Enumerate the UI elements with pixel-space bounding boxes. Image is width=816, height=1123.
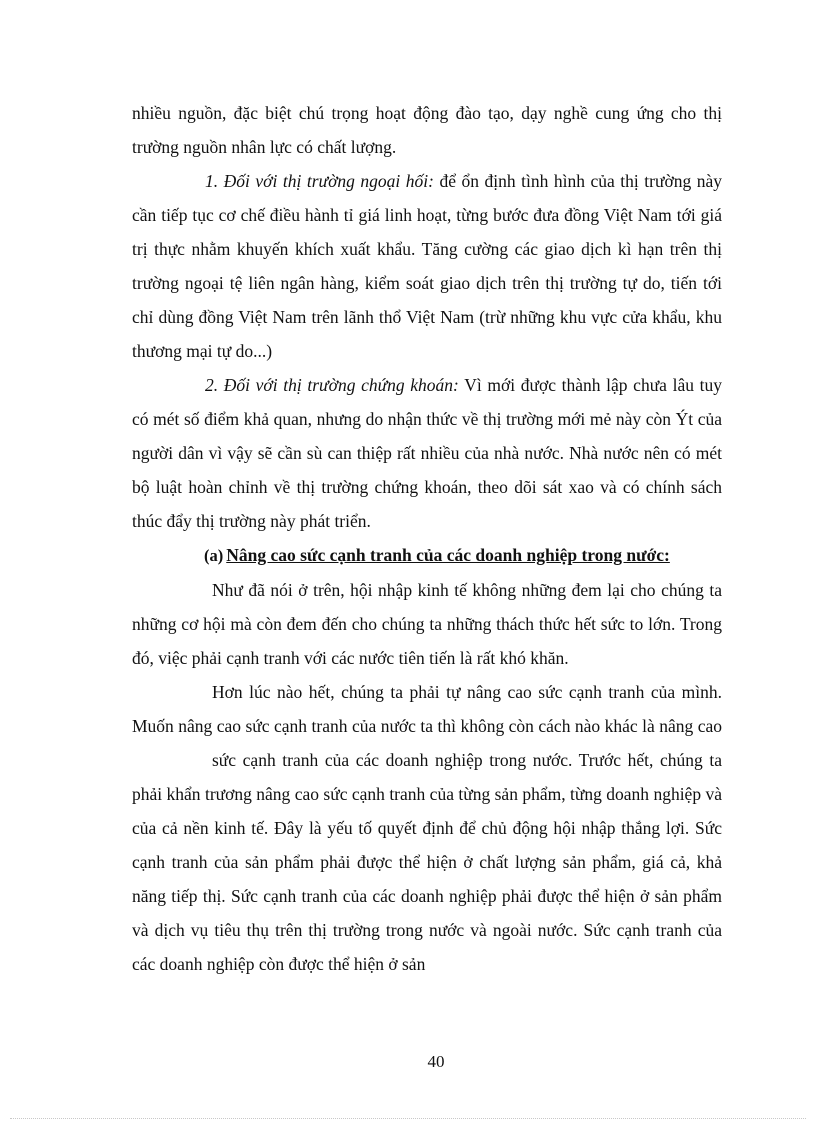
body-text	[132, 96, 722, 981]
stock-label: 2. Đối với thị trường chứng khoán:	[205, 375, 459, 395]
heading-marker: (a)	[204, 546, 224, 565]
forex-label: 1. Đối với thị trường ngoại hối:	[205, 171, 434, 191]
paragraph-continuation: nhiều nguồn, đặc biệt chú trọng hoạt động đào tạo, dạy nghề cung ứng cho thị trường nguồn nhân lực có chất lượng.	[132, 103, 722, 157]
forex-text: để ổn định tình hình của thị trường này cần tiếp tục cơ chế điều hành tỉ giá linh hoạt, từng bước đưa đồng Việt Nam tới giá trị thực nhằm khuyến khích xuất khẩu. Tăng cường các giao dịch kì hạn trên thị trường ngoại tệ liên ngân hàng, kiểm soát giao dịch trên thị trường tự do, tiến tới chỉ dùng đồng Việt Nam trên lãnh thổ Việt Nam (trừ những khu vực cửa khẩu, khu thương mại tự do...)	[132, 171, 722, 361]
paragraph-enterprises: sức cạnh tranh của các doanh nghiệp trong nước. Trước hết, chúng ta phải khẩn trương nâng cao sức cạnh tranh của từng sản phẩm, từng doanh nghiệp và của cả nền kinh tế. Đây là yếu tố quyết định để chủ động hội nhập thắng lợi. Sức cạnh tranh của sản phẩm phải được thể hiện ở chất lượng sản phẩm, giá cả, khả năng tiếp thị. Sức cạnh tranh của các doanh nghiệp phải được thể hiện ở sản phẩm và dịch vụ tiêu thụ trên thị trường trong nước và ngoài nước. Sức cạnh tranh của các doanh nghiệp còn được thể hiện ở sản	[132, 750, 722, 974]
paragraph-competitiveness: Hơn lúc nào hết, chúng ta phải tự nâng cao sức cạnh tranh của mình. Muốn nâng cao sức cạnh tranh của nước ta thì không còn cách nào khác là nâng cao	[132, 682, 722, 736]
paragraph-intro: Như đã nói ở trên, hội nhập kinh tế không những đem lại cho chúng ta những cơ hội mà còn đem đến cho chúng ta những thách thức hết sức to lớn. Trong đó, việc phải cạnh tranh với các nước tiên tiến là rất khó khăn.	[132, 580, 722, 668]
stock-text: Vì mới được thành lập chưa lâu tuy có mét số điểm khả quan, nhưng do nhận thức về thị trường mới mẻ này còn Ýt của người dân vì vậy sẽ cần sù can thiệp rất nhiều của nhà nước. Nhà nước nên có mét bộ luật hoàn chỉnh về thị trường chứng khoán, theo dõi sát xao và có chính sách thúc đẩy thị trường này phát triển.	[132, 375, 722, 531]
paragraph-forex	[132, 164, 722, 368]
paragraph-stock	[132, 368, 722, 538]
page-number: 40	[427, 1052, 445, 1071]
page-bottom-divider	[10, 1118, 806, 1119]
section-heading	[132, 538, 722, 573]
heading-text: Nâng cao sức cạnh tranh của các doanh nghiệp trong nước:	[226, 545, 670, 565]
